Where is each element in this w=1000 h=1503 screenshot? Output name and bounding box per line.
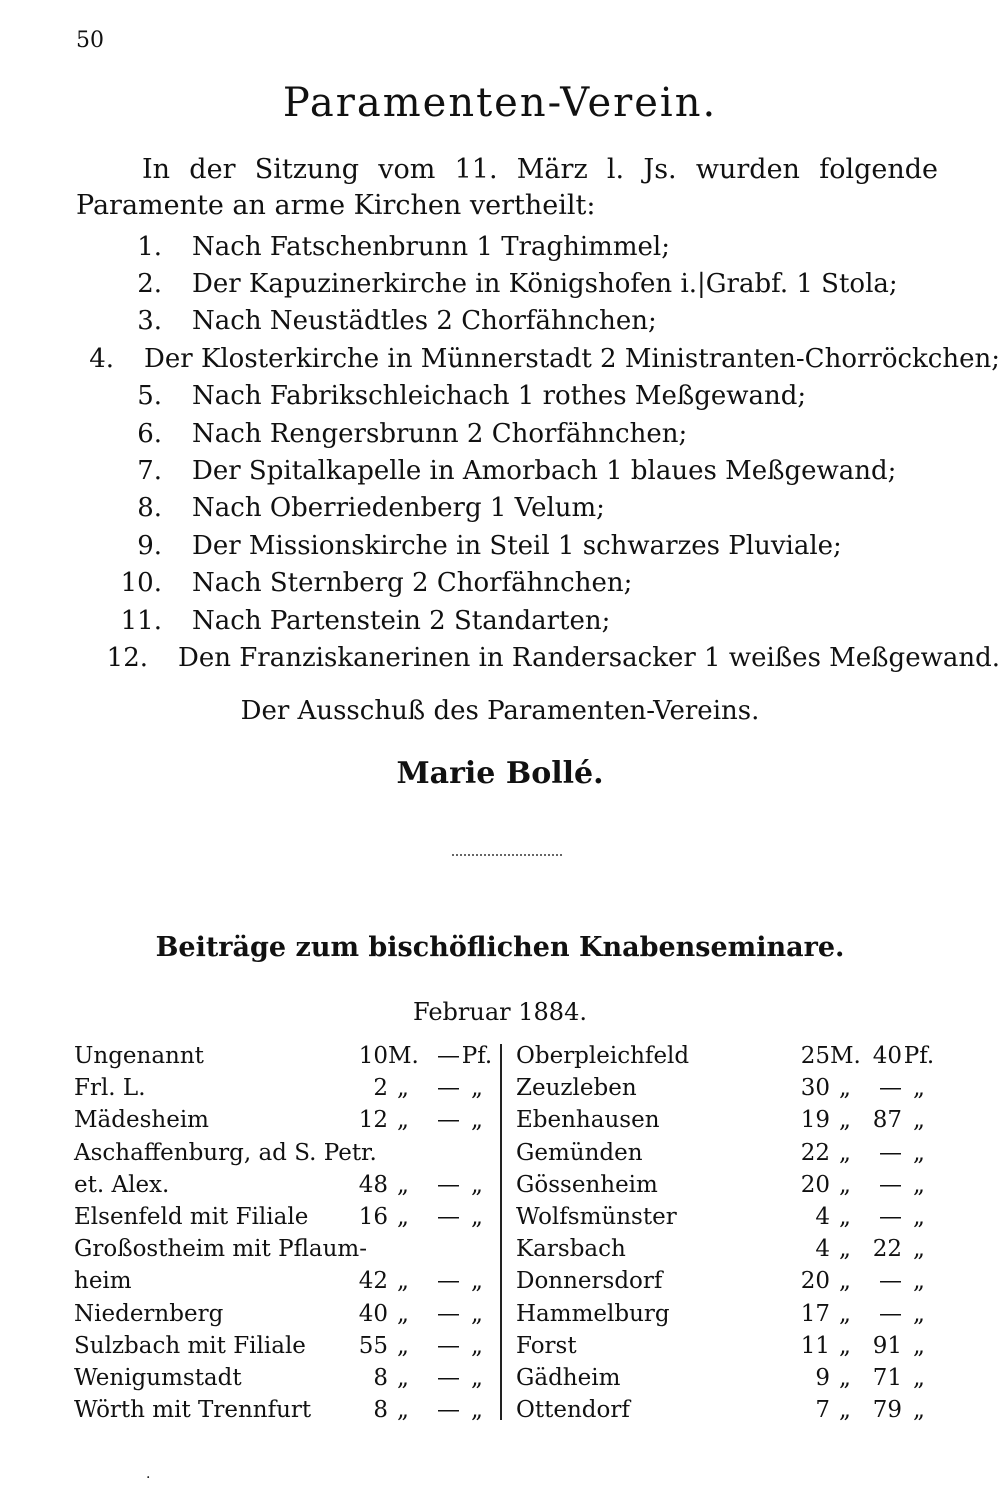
amount-pfennig-unit: „	[471, 1364, 483, 1391]
contribution-place: Frl. L.	[74, 1075, 146, 1102]
amount-pfennig: —	[879, 1139, 902, 1166]
amount-pfennig-unit: „	[471, 1397, 483, 1424]
amount-marks-unit: „	[397, 1332, 409, 1359]
table-row	[516, 1137, 936, 1169]
contribution-amount	[774, 1075, 936, 1101]
list-item	[0, 565, 1000, 602]
amount-pfennig-unit: „	[471, 1203, 483, 1230]
list-item-number: 11.	[120, 605, 162, 636]
amount-pfennig: —	[437, 1075, 460, 1102]
table-row	[74, 1265, 494, 1297]
amount-marks: 4	[815, 1236, 830, 1263]
amount-marks: 30	[800, 1075, 830, 1102]
contribution-place: Ungenannt	[74, 1043, 204, 1069]
page-number: 50	[76, 28, 104, 53]
list-item-text: Nach Sternberg 2 Chorfähnchen;	[192, 568, 633, 599]
list-item-text: Nach Partenstein 2 Standarten;	[192, 605, 611, 636]
amount-pfennig-unit: „	[913, 1107, 925, 1134]
distribution-list	[0, 228, 1000, 677]
amount-marks-unit: „	[839, 1139, 851, 1166]
contribution-amount	[774, 1043, 936, 1069]
amount-marks-unit: „	[839, 1171, 851, 1198]
list-item-text: Der Missionskirche in Steil 1 schwarzes Pluviale;	[192, 530, 842, 561]
list-item-number: 3.	[137, 306, 162, 337]
contribution-amount	[332, 1365, 494, 1391]
amount-marks-unit: „	[839, 1364, 851, 1391]
amount-marks-unit: „	[397, 1171, 409, 1198]
contribution-place: et. Alex.	[74, 1171, 170, 1198]
contribution-amount	[774, 1107, 936, 1133]
list-item	[0, 452, 1000, 489]
amount-marks-unit: „	[839, 1397, 851, 1424]
amount-pfennig: —	[437, 1300, 460, 1327]
amount-marks: 55	[358, 1332, 388, 1359]
amount-marks-unit: „	[839, 1075, 851, 1102]
amount-marks: 16	[358, 1203, 388, 1230]
amount-marks-unit: „	[397, 1364, 409, 1391]
table-row	[74, 1072, 494, 1104]
contribution-place: Gädheim	[516, 1364, 621, 1391]
contributions-right-column	[516, 1040, 936, 1426]
amount-marks: 4	[815, 1203, 830, 1230]
amount-marks-unit: „	[397, 1075, 409, 1102]
amount-pfennig: —	[437, 1268, 460, 1295]
contribution-amount	[332, 1268, 494, 1294]
amount-pfennig: —	[879, 1203, 902, 1230]
amount-pfennig: —	[879, 1300, 902, 1327]
list-item	[0, 602, 1000, 639]
amount-pfennig: 91	[872, 1332, 902, 1359]
table-row	[516, 1072, 936, 1104]
amount-marks-unit: „	[839, 1107, 851, 1134]
list-item-text: Der Spitalkapelle in Amorbach 1 blaues Meßgewand;	[192, 456, 897, 487]
amount-pfennig: —	[437, 1332, 460, 1359]
contribution-place: Gössenheim	[516, 1171, 658, 1198]
contribution-amount	[332, 1236, 494, 1262]
contribution-amount	[774, 1268, 936, 1294]
contribution-place: Ottendorf	[516, 1397, 630, 1424]
list-item-text: Den Franziskanerinen in Randersacker 1 weißes Meßgewand.	[178, 642, 1000, 673]
contribution-amount	[774, 1365, 936, 1391]
amount-marks-unit: M.	[388, 1043, 419, 1069]
amount-marks: 8	[373, 1364, 388, 1391]
list-item-text: Der Kapuzinerkirche in Königshofen i.|Grabf. 1 Stola;	[192, 269, 898, 300]
amount-pfennig: —	[437, 1397, 460, 1424]
amount-marks-unit: M.	[830, 1043, 861, 1069]
amount-marks: 48	[358, 1171, 388, 1198]
footer-mark: ·	[146, 1470, 151, 1486]
contribution-amount	[332, 1301, 494, 1327]
amount-marks-unit: „	[397, 1268, 409, 1295]
contribution-amount	[774, 1204, 936, 1230]
contribution-amount	[332, 1107, 494, 1133]
contribution-place: Großostheim mit Pflaum-	[74, 1236, 368, 1263]
amount-marks: 11	[800, 1332, 830, 1359]
amount-marks: 9	[815, 1364, 830, 1391]
list-item-number: 9.	[137, 530, 162, 561]
table-row	[516, 1362, 936, 1394]
amount-marks: 22	[800, 1139, 830, 1166]
amount-pfennig-unit: „	[913, 1171, 925, 1198]
list-item	[0, 340, 1000, 377]
amount-pfennig-unit: „	[471, 1171, 483, 1198]
table-row	[74, 1201, 494, 1233]
amount-marks: 12	[358, 1107, 388, 1134]
contribution-amount	[332, 1397, 494, 1423]
amount-marks: 10	[358, 1043, 388, 1069]
contribution-amount	[774, 1333, 936, 1359]
list-item	[0, 228, 1000, 265]
list-item-text: Nach Fatschenbrunn 1 Traghimmel;	[192, 231, 670, 262]
amount-marks: 25	[800, 1043, 830, 1069]
list-item-number: 5.	[137, 381, 162, 412]
amount-marks: 2	[373, 1075, 388, 1102]
contribution-place: heim	[74, 1268, 132, 1295]
table-row	[516, 1104, 936, 1136]
contribution-amount	[774, 1140, 936, 1166]
amount-marks-unit: „	[397, 1107, 409, 1134]
amount-marks: 20	[800, 1171, 830, 1198]
list-item-number: 6.	[137, 418, 162, 449]
table-row	[516, 1394, 936, 1426]
contribution-place: Hammelburg	[516, 1300, 670, 1327]
amount-pfennig: —	[879, 1268, 902, 1295]
table-row	[516, 1169, 936, 1201]
list-item-number: 12.	[106, 642, 149, 673]
contribution-amount	[774, 1301, 936, 1327]
amount-pfennig: 22	[872, 1236, 902, 1263]
table-row	[74, 1104, 494, 1136]
list-item	[0, 415, 1000, 452]
contribution-amount	[332, 1075, 494, 1101]
section-title: Beiträge zum bischöflichen Knabenseminare.	[155, 932, 845, 963]
amount-pfennig-unit: Pf.	[461, 1043, 493, 1069]
amount-pfennig-unit: „	[471, 1075, 483, 1102]
amount-pfennig: —	[437, 1043, 460, 1069]
signer-name: Marie Bollé.	[396, 756, 604, 791]
amount-pfennig-unit: „	[913, 1332, 925, 1359]
list-item-number: 1.	[137, 231, 162, 262]
section-divider-ornament	[452, 854, 562, 856]
table-row	[516, 1298, 936, 1330]
list-item-text: Nach Neustädtles 2 Chorfähnchen;	[192, 306, 657, 337]
contribution-place: Forst	[516, 1332, 577, 1359]
list-item	[0, 527, 1000, 564]
contribution-amount	[774, 1397, 936, 1423]
amount-pfennig-unit: „	[913, 1268, 925, 1295]
list-item	[0, 265, 1000, 302]
table-row	[74, 1394, 494, 1426]
amount-pfennig-unit: „	[471, 1332, 483, 1359]
list-item-text: Nach Fabrikschleichach 1 rothes Meßgewand;	[192, 381, 807, 412]
list-item-text: Der Klosterkirche in Münnerstadt 2 Ministranten-Chorröckchen;	[144, 343, 1000, 374]
list-item	[0, 490, 1000, 527]
list-item	[0, 303, 1000, 340]
amount-pfennig-unit: „	[913, 1139, 925, 1166]
committee-line: Der Ausschuß des Paramenten-Vereins.	[240, 696, 760, 726]
amount-pfennig-unit: „	[913, 1236, 925, 1263]
list-item-number: 7.	[137, 456, 162, 487]
contribution-place: Ebenhausen	[516, 1107, 660, 1134]
table-row	[516, 1233, 936, 1265]
contribution-amount	[774, 1172, 936, 1198]
table-row	[74, 1362, 494, 1394]
list-item-number: 4.	[89, 343, 115, 374]
amount-marks-unit: „	[839, 1332, 851, 1359]
amount-marks: 19	[800, 1107, 830, 1134]
contribution-amount	[332, 1140, 494, 1166]
table-row	[516, 1330, 936, 1362]
list-item-number: 2.	[137, 269, 162, 300]
table-row	[74, 1169, 494, 1201]
contribution-amount	[332, 1333, 494, 1359]
contribution-place: Wörth mit Trennfurt	[74, 1397, 312, 1424]
amount-pfennig: 71	[872, 1364, 902, 1391]
list-item-number: 8.	[137, 493, 162, 524]
intro-paragraph: In der Sitzung vom 11. März l. Js. wurden folgende Paramente an arme Kirchen vertheilt:	[76, 154, 938, 221]
amount-pfennig-unit: „	[913, 1397, 925, 1424]
contribution-place: Zeuzleben	[516, 1075, 637, 1102]
contribution-place: Elsenfeld mit Filiale	[74, 1203, 309, 1230]
amount-pfennig: —	[879, 1075, 902, 1102]
table-row	[516, 1201, 936, 1233]
amount-pfennig-unit: „	[471, 1268, 483, 1295]
amount-marks: 7	[815, 1397, 830, 1424]
amount-pfennig-unit: „	[913, 1075, 925, 1102]
amount-marks-unit: „	[839, 1236, 851, 1263]
list-item-text: Nach Rengersbrunn 2 Chorfähnchen;	[192, 418, 688, 449]
amount-pfennig-unit: „	[913, 1300, 925, 1327]
month-heading: Februar 1884.	[413, 998, 587, 1026]
amount-marks: 20	[800, 1268, 830, 1295]
amount-pfennig: —	[879, 1171, 902, 1198]
table-row	[74, 1298, 494, 1330]
amount-pfennig: —	[437, 1171, 460, 1198]
amount-pfennig-unit: „	[471, 1107, 483, 1134]
contribution-place: Gemünden	[516, 1139, 643, 1166]
table-row	[516, 1040, 936, 1072]
amount-pfennig: 79	[872, 1397, 902, 1424]
contribution-place: Wenigumstadt	[74, 1364, 242, 1391]
amount-pfennig-unit: „	[913, 1203, 925, 1230]
list-item-number: 10.	[120, 568, 162, 599]
contribution-amount	[774, 1236, 936, 1262]
contribution-amount	[332, 1043, 494, 1069]
contribution-place: Mädesheim	[74, 1107, 209, 1134]
amount-pfennig: 87	[872, 1107, 902, 1134]
amount-pfennig: 40	[872, 1043, 902, 1069]
amount-marks-unit: „	[839, 1203, 851, 1230]
amount-marks-unit: „	[839, 1268, 851, 1295]
amount-marks: 8	[373, 1397, 388, 1424]
contribution-place: Donnersdorf	[516, 1268, 663, 1295]
contributions-left-column	[74, 1040, 494, 1426]
amount-marks-unit: „	[397, 1300, 409, 1327]
amount-pfennig-unit: „	[913, 1364, 925, 1391]
contribution-place: Aschaffenburg, ad S. Petr.	[74, 1139, 377, 1166]
amount-marks: 40	[358, 1300, 388, 1327]
amount-pfennig-unit: Pf.	[903, 1043, 935, 1069]
contribution-amount	[332, 1204, 494, 1230]
contribution-place: Sulzbach mit Filiale	[74, 1332, 306, 1359]
contribution-place: Niedernberg	[74, 1300, 224, 1327]
list-item	[0, 639, 1000, 676]
table-row	[74, 1330, 494, 1362]
amount-pfennig: —	[437, 1364, 460, 1391]
table-row	[74, 1233, 494, 1265]
contribution-place: Karsbach	[516, 1236, 626, 1263]
amount-marks: 42	[358, 1268, 388, 1295]
table-row	[74, 1040, 494, 1072]
amount-marks-unit: „	[397, 1203, 409, 1230]
amount-pfennig: —	[437, 1203, 460, 1230]
amount-marks: 17	[800, 1300, 830, 1327]
contribution-place: Oberpleichfeld	[516, 1043, 690, 1069]
amount-marks-unit: „	[397, 1397, 409, 1424]
amount-marks-unit: „	[839, 1300, 851, 1327]
list-item	[0, 378, 1000, 415]
contribution-place: Wolfsmünster	[516, 1203, 677, 1230]
list-item-text: Nach Oberriedenberg 1 Velum;	[192, 493, 605, 524]
table-row	[74, 1137, 494, 1169]
amount-pfennig-unit: „	[471, 1300, 483, 1327]
table-row	[516, 1265, 936, 1297]
column-divider	[500, 1044, 502, 1420]
contribution-amount	[332, 1172, 494, 1198]
page-title: Paramenten-Verein.	[282, 80, 718, 126]
amount-pfennig: —	[437, 1107, 460, 1134]
